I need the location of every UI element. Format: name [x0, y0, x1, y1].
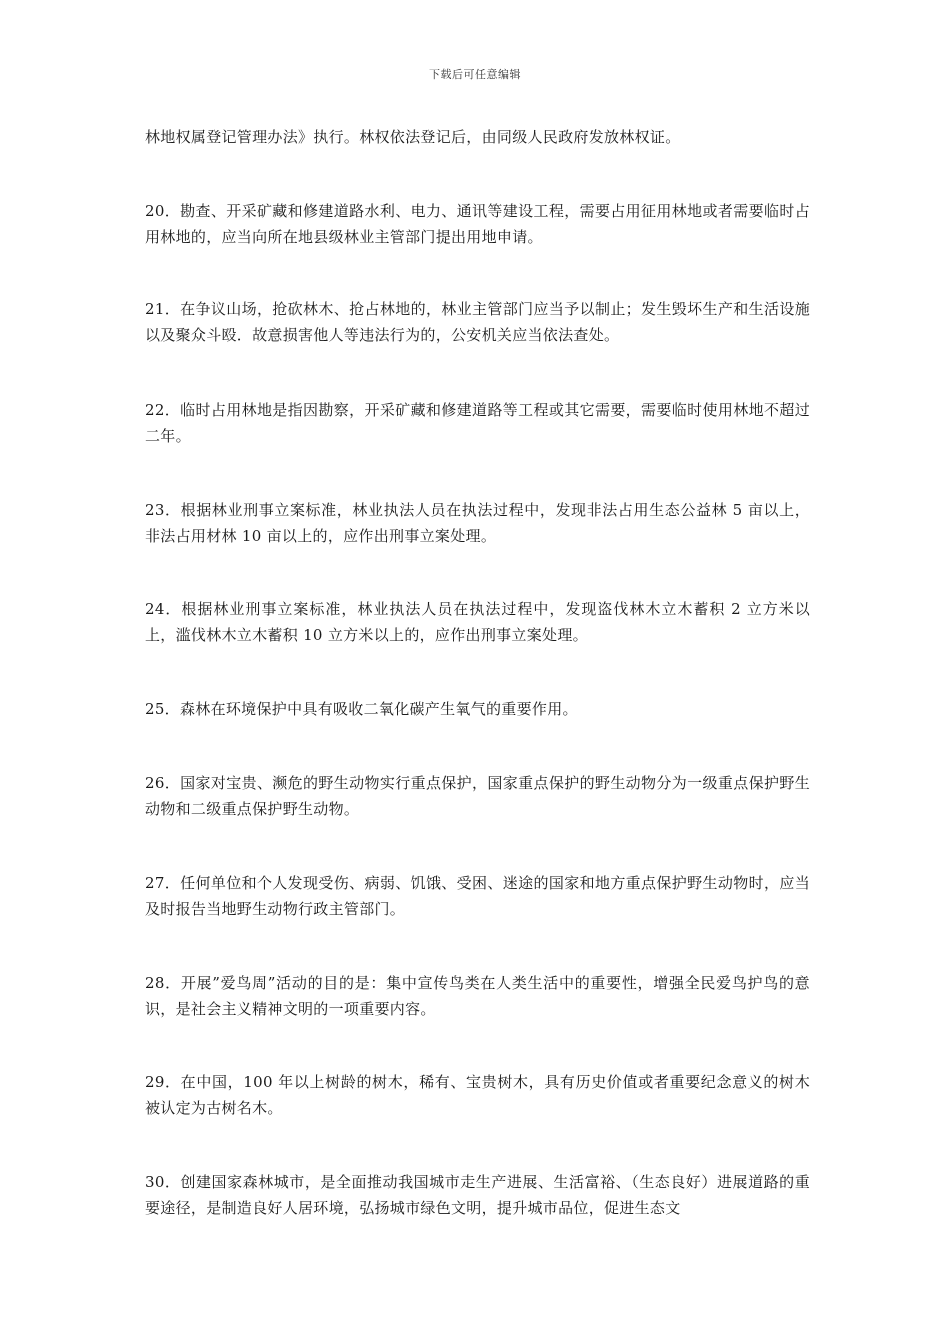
- paragraph-continuation: 林地权属登记管理办法》执行。林权依法登记后，由同级人民政府发放林权证。: [145, 128, 681, 146]
- paragraph-26: 26．国家对宝贵、濒危的野生动物实行重点保护，国家重点保护的野生动物分为一级重点保护野生动物和二级重点保护野生动物。: [145, 774, 810, 818]
- paragraph-30: 30．创建国家森林城市，是全面推动我国城市走生产进展、生活富裕、（生态良好）进展道路的重要途径，是制造良好人居环境，弘扬城市绿色文明，提升城市品位，促进生态文: [145, 1173, 810, 1217]
- paragraph-24: 24．根据林业刑事立案标准，林业执法人员在执法过程中，发现盗伐林木立木蓄积 2 立方米以上，滥伐林木立木蓄积 10 立方米以上的，应作出刑事立案处理。: [145, 600, 810, 644]
- page-header-note: 下载后可任意编辑: [429, 68, 521, 81]
- paragraph-25: 25．森林在环境保护中具有吸收二氧化碳产生氧气的重要作用。: [145, 700, 578, 718]
- paragraph-28: 28．开展”爱鸟周”活动的目的是：集中宣传鸟类在人类生活中的重要性，增强全民爱鸟护鸟的意识，是社会主义精神文明的一项重要内容。: [145, 974, 810, 1018]
- paragraph-29: 29．在中国，100 年以上树龄的树木，稀有、宝贵树木，具有历史价值或者重要纪念意义的树木被认定为古树名木。: [145, 1073, 810, 1117]
- paragraph-22: 22．临时占用林地是指因勘察，开采矿藏和修建道路等工程或其它需要，需要临时使用林地不超过二年。: [145, 401, 810, 445]
- paragraph-21: 21．在争议山场，抢砍林木、抢占林地的，林业主管部门应当予以制止；发生毁坏生产和生活设施以及聚众斗殴．故意损害他人等违法行为的，公安机关应当依法查处。: [145, 300, 810, 344]
- paragraph-20: 20．勘查、开采矿藏和修建道路水利、电力、通讯等建设工程，需要占用征用林地或者需要临时占用林地的，应当向所在地县级林业主管部门提出用地申请。: [145, 202, 810, 246]
- paragraph-27: 27．任何单位和个人发现受伤、病弱、饥饿、受困、迷途的国家和地方重点保护野生动物时，应当及时报告当地野生动物行政主管部门。: [145, 874, 810, 918]
- paragraph-23: 23．根据林业刑事立案标准，林业执法人员在执法过程中，发现非法占用生态公益林 5 亩以上，非法占用材林 10 亩以上的，应作出刑事立案处理。: [145, 501, 810, 545]
